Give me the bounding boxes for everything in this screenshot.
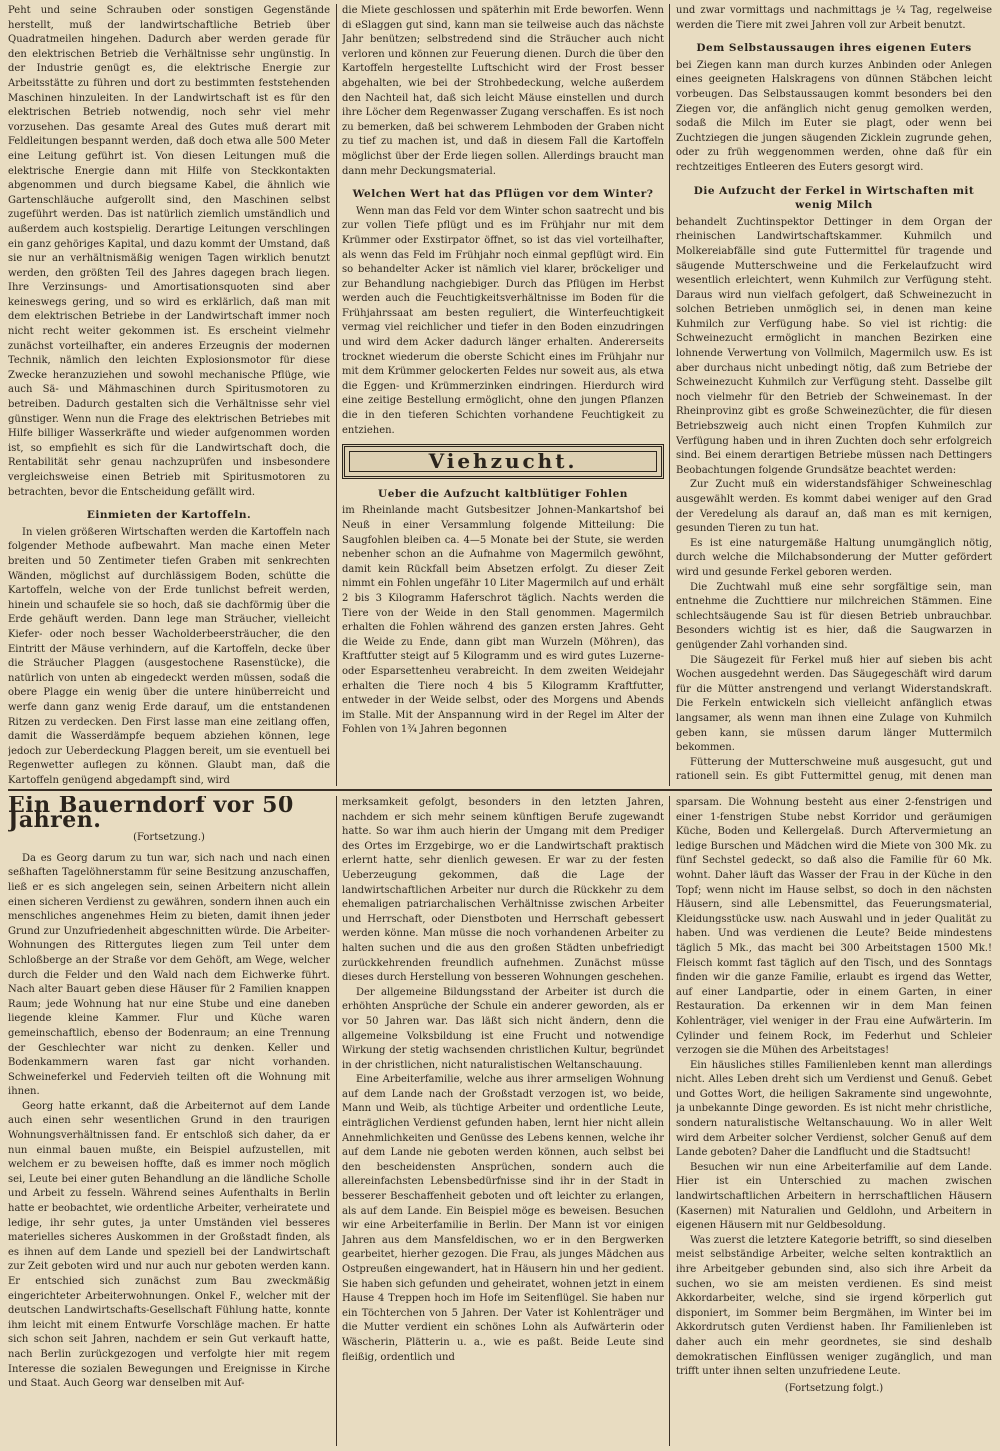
article-paragraph: Die Säugezeit für Ferkel muß hier auf sieben bis acht Wochen ausgedehnt werden. Das Säugegeschäft wird darum für die Mütter anstrengend und verlangt Widerstandskraft. Die Ferkeln entwickeln sich vielleicht anfänglich etwas langsamer, als wenn man ihnen eine Zulage von Kuhmilch geben kann, sie müssen darum länger Muttermilch bekommen. — [676, 654, 992, 754]
story-paragraph: Besuchen wir nun eine Arbeiterfamilie auf dem Lande. Hier ist ein Unterschied zu machen zwischen landwirtschaftlichen Arbeitern in herrschaftlichen Häusern (Kasernen) mit Naturalien und Geldlohn, und Arbeitern in eigenen Häusern mit nur Geldbesoldung. — [676, 1161, 992, 1232]
article-heading: Die Aufzucht der Ferkel in Wirtschaften mit wenig Milch — [693, 184, 975, 212]
article-paragraph: behandelt Zuchtinspektor Dettinger in dem Organ der rheinischen Landwirtschaftskammer. Kuhmilch und Molkereiabfälle sind gute Futtermittel für tragende und säugende Mutterschweine und die Ferkelaufzucht wird wesentlich erleichtert, wenn Kuhmilch zur Verfügung steht. Daraus wird nun vielfach gefolgert, daß Schweinezucht in solchen Betrieben unmöglich sei, in denen man keine Kuhmilch zur Verfügung habe. So viel ist richtig: die Schweinezucht ermöglicht in manchen Bezirken eine lohnende Verwertung von Vollmilch, Magermilch usw. Es ist aber durchaus nicht unbedingt nötig, daß zum Betriebe der Schweinezucht Kuhmilch zur Verfügung steht. Dasselbe gilt noch vielmehr für den Betrieb der Schweinemast. In der Rheinprovinz gibt es große Schweinezüchter, die für diesen Betriebszweig auch nicht einen Tropfen Kuhmilch zur Verfügung haben und in ihren Zuchten doch sehr erfolgreich sind. Bei einem derartigen Betriebe müssen nach Dettingers Beobachtungen folgende Grundsätze beachtet werden: — [676, 216, 992, 476]
column-divider — [336, 4, 337, 786]
top-column-2 — [342, 4, 664, 786]
story-column-1 — [8, 796, 330, 1446]
article-heading: Ueber die Aufzucht kaltblütiger Fohlen — [378, 487, 628, 500]
story-paragraph: sparsam. Die Wohnung besteht aus einer 2-fenstrigen und einer 1-fenstrigen Stube nebst Korridor und geräumigen Küche, Boden und Kellergelaß. Durch Aftervermietung an ledige Burschen und Mädchen wird die Miete von 300 Mk. zu fünf Sechstel gedeckt, so daß also die Familie für 60 Mk. wohnt. Daher läuft das Wasser der Frau in der Küche in den Topf; wenn nicht im Hause selbst, so doch in den nächsten Häusern, sind alle Lebensmittel, das Feuerungsmaterial, Kleidungsstücke usw. nach Auswahl und in jeder Qualität zu haben. Und was verdienen die Leute? Beide mindestens täglich 5 Mk., das macht bei 300 Arbeitstagen 1500 Mk.! Fleisch kommt fast täglich auf den Tisch, und des Sonntags finden wir die ganze Familie, erlaubt es irgend das Wetter, auf einer Landpartie, oder in einem Garten, in einer Restauration. Da erkennen wir in dem Man feinen Kohlenträger, viel weniger in der Frau eine Aufwärterin. Im Cylinder und feinem Rock, im Federhut und Schleier verzogen sie die Mühen des Arbeitstages! — [676, 797, 992, 1057]
story-column-2 — [342, 796, 664, 1446]
story-subtitle: (Fortsetzung.) — [133, 832, 205, 844]
section-divider — [8, 789, 992, 791]
top-column-3 — [676, 4, 992, 786]
story-paragraph: Was zuerst die letztere Kategorie betrifft, so sind dieselben meist selbständige Arbeiter, welche selten kontraktlich an ihre Arbeitgeber gebunden sind, also sich ihre Arbeit da suchen, wo sie am meisten verdienen. Es sind meist Akkordarbeiter, welche, sind sie irgend körperlich gut disponiert, im Sommer beim Bergmähen, im Winter bei im Akkordrutsch guten Verdienst haben. Ihr Familienleben ist daher auch ein mehr geordnetes, sie sind deshalb demokratischen Einflüssen weniger zugänglich, und man trifft unter ihnen selten unzufriedene Leute. — [676, 1234, 992, 1378]
article-heading: Dem Selbstaussaugen ihres eigenen Euters — [696, 42, 972, 55]
column-divider — [336, 796, 337, 1446]
article-paragraph: und zwar vormittags und nachmittags je ¼ Tag, regelweise werden die Tiere mit zwei Jahren voll zur Arbeit benutzt. — [676, 5, 992, 31]
article-paragraph: Fütterung der Mutterschweine muß ausgesucht, gut und rationell sein. Es gibt Futtermittel genug, mit denen man — [676, 756, 992, 783]
article-paragraph: Die Zuchtwahl muß eine sehr sorgfältige sein, man entnehme die Zuchttiere nur milchreichen Stämmen. Eine schlechtsäugende Sau ist für diesen Betrieb unbrauchbar. Besonders wichtig ist es hier, daß die Saugwarzen in genügender Zahl vorhanden sind. — [676, 581, 992, 651]
story-paragraph: Eine Arbeiterfamilie, welche aus ihrer armseligen Wohnung auf dem Lande nach der Großstadt verzogen ist, wo beide, Mann und Weib, als tüchtige Arbeiter und ordentliche Leute, einträglichen Verdienst gefunden haben, lernt hier nicht allein Annehmlichkeiten und Genüsse des Lebens kennen, welche ihr auf dem Lande nie geboten werden können, auch selbst bei den bescheidensten Ansprüchen, sondern auch die allereinfachsten Lebensbedürfnisse sind ihr in der Stadt in besserer Beschaffenheit geboten und oft leichter zu erlangen, als auf dem Lande. Ein Beispiel möge es beweisen. Besuchen wir eine Arbeiterfamilie in Berlin. Der Mann ist vor einigen Jahren aus dem Mansfeldischen, wo er in den Bergwerken gearbeitet, hierher gezogen. Die Frau, als junges Mädchen aus Ostpreußen eingewandert, hat in Häusern hin und her gedient. Sie haben sich gefunden und geheiratet, wohnen jetzt in einem Hause 4 Treppen hoch im Hofe im Seitenflügel. Sie haben nur ein Töchterchen von 5 Jahren. Der Vater ist Kohlenträger und die Mutter verdient ein schönes Lohn als Aufwärterin oder Wäscherin, Plätterin u. a., wie es paßt. Beide Leute sind fleißig, ordentlich und — [342, 1074, 664, 1363]
section-banner-viehzucht — [342, 444, 664, 479]
article-heading: Welchen Wert hat das Pflügen vor dem Winter? — [352, 188, 654, 201]
article-paragraph: im Rheinlande macht Gutsbesitzer Johnen-Mankartshof bei Neuß in einer Versammlung folgende Mitteilung: Die Saugfohlen bleiben ca. 4—5 Monate bei der Stute, sie werden nebenher schon an die Aufnahme von Magermilch gewöhnt, damit kein Rückfall beim Absetzen erfolgt. Zu dieser Zeit nimmt ein Fohlen ungefähr 10 Liter Magermilch auf und erhält 2 bis 3 Kilogramm Haferschrot täglich. Nachts werden die Tiere von der Weide in den Stall genommen. Magermilch erhalten die Fohlen während des ganzen ersten Jahres. Geht die Weide zu Ende, dann gibt man Wurzeln (Möhren), das Kraftfutter steigt auf 5 Kilogramm und es wird gutes Luzerne- oder Esparsettenheu verabreicht. In dem zweiten Weidejahr erhalten die Tiere noch 4 bis 5 Kilogramm Kraftfutter, entweder in der Weide selbst, oder des Morgens und Abends im Stalle. Mit der Anspannung wird in der Regel im Alter der Fohlen von 1¾ Jahren begonnen — [342, 505, 664, 736]
article-paragraph: die Miete geschlossen und späterhin mit Erde beworfen. Wenn di eSlaggen gut sind, kann man sie teilweise auch das nächste Jahr benützen; selbstredend sind die Sträucher auch nicht verloren und können zur Feuerung dienen. Durch die über den Kartoffeln hergestellte Luftschicht wird der Frost besser abgehalten, wie bei der Strohbedeckung, welche außerdem den Nachteil hat, daß sich leicht Mäuse einstellen und durch ihre Löcher dem Regenwasser Zugang verschaffen. Es ist noch zu bemerken, daß bei schwerem Lehmboden der Graben nicht zu tief zu machen ist, und daß in diesem Fall die Kartoffeln möglichst über der Erde liegen sollen. Allerdings braucht man dann mehr Deckungsmaterial. — [342, 5, 664, 177]
continuation-note: (Fortsetzung folgt.) — [784, 1382, 884, 1394]
column-divider — [669, 796, 670, 1446]
story-paragraph: Ein häusliches stilles Familienleben kennt man allerdings nicht. Alles Leben dreht sich um Verdienst und Genuß. Gebet und Gottes Wort, die heiligen Sakramente sind ungewohnte, ja unbekannte Dinge geworden. Es ist nicht mehr christliche, sondern naturalistische Weltanschauung. Wo in aller Welt wird dem Arbeiter solcher Verdienst, solcher Genuß auf dem Lande geboten? Daher die Landflucht und die Stadtsucht! — [676, 1059, 992, 1159]
story-paragraph: merksamkeit gefolgt, besonders in den letzten Jahren, nachdem er sich mehr seinem künftigen Berufe zugewandt hatte. So war ihm auch hierin der Umgang mit dem Prediger des Ortes im Erzgebirge, wo er die Landwirtschaft praktisch erlernt hatte, sehr dienlich gewesen. Er war zu der festen Ueberzeugung gekommen, daß die Lage der landwirtschaftlichen Arbeiter nur durch die Rückkehr zu dem ehemaligen patriarchalischen Verhältnisse zwischen Arbeiter und Herrschaft, oder Dienstboten und Herrschaft gebessert werden könne. Man müsse die noch vorhandenen Arbeiter zu halten suchen und die aus den großen Städten unbefriedigt zurückkehrenden freundlich aufnehmen. Zunächst müsse dieses durch Herstellung von besseren Wohnungen geschehen. — [342, 797, 664, 984]
article-heading: Einmieten der Kartoffeln. — [86, 509, 252, 522]
article-paragraph: Wenn man das Feld vor dem Winter schon saatrecht und bis zur vollen Tiefe pflügt und es im Frühjahr nur mit dem Krümmer oder Exstirpator öffnet, so ist das viel vorteilhafter, als wenn das Feld im Frühjahr noch einmal gepflügt wird. Ein so behandelter Acker ist nämlich viel klarer, bröckeliger und zur Behandlung nachgiebiger. Durch das Pflügen im Herbst werden auch die Feuchtigkeitsverhältnisse im Boden für die Frühjahrssaat am besten reguliert, die Winterfeuchtigkeit vermag viel reichlicher und tiefer in den Boden einzudringen und wird dem Acker dadurch länger erhalten. Andererseits trocknet wiederum die oberste Schicht eines im Frühjahr nur mit dem Krümmer gelockerten Feldes nur soweit aus, als etwa die Eggen- und Krümmerzinken eindringen. Hierdurch wird eine zeitige Bestellung ermöglicht, ohne den jungen Pflanzen die in den tieferen Schichten vorhandene Feuchtigkeit zu entziehen. — [342, 205, 664, 436]
article-paragraph: Zur Zucht muß ein widerstandsfähiger Schweineschlag ausgewählt werden. Es kommt dabei weniger auf den Grad der Veredelung als darauf an, daß man es mit kernigen, gesunden Tieren zu tun hat. — [676, 479, 992, 535]
article-paragraph: In vielen größeren Wirtschaften werden die Kartoffeln nach folgender Methode aufbewahrt. Man mache einen Meter breiten und 50 Zentimeter tiefen Graben mit senkrechten Wänden, möglichst auf durchlässigem Boden, schütte die Kartoffeln, welche von der Erde tunlichst befreit werden, hinein und schaufele sie so hoch, daß sie dachförmig über die Erde gehäuft werden. Dann lege man Sträucher, vielleicht Kiefer- oder noch besser Wacholderbeersträucher, die den Eintritt der Mäuse verhindern, auf die Kartoffeln, decke über die Sträucher Plaggen (ausgestochene Rasenstücke), die natürlich von unten ab eingedeckt werden müssen, sodaß die obere Plagge ein wenig über die untere hinüberreicht und werfe dann ganz wenig Erde darauf, um die entstandenen Ritzen zu verdecken. Den First lasse man eine zeitlang offen, damit die Wasserdämpfe bequem abziehen können, lege jedoch zur Ueberdeckung Plaggen bereit, um sie eventuell bei Regenwetter auflegen zu können. Glaubt man, daß die Kartoffeln genügend abgedampft sind, wird — [8, 526, 330, 786]
top-column-1 — [8, 4, 330, 786]
story-title: Ein Bauerndorf vor 50 Jahren. — [8, 796, 294, 833]
article-paragraph: Peht und seine Schrauben oder sonstigen Gegenstände herstellt, muß der landwirtschaftliche Betrieb über Quadratmeilen hingehen. Dadurch aber werden gerade für den elektrischen Betrieb die Verhältnisse sehr ungünstig. In der Industrie genügt es, die elektrische Energie zur Arbeitsstätte zu führen und dort zu bestimmten feststehenden Maschinen hinzuleiten. In der Landwirtschaft ist es für den elektrischen Betrieb notwendig, noch sehr viel mehr vorzusehen. Das gesamte Areal des Gutes muß derart mit Feldleitungen bespannt werden, daß doch etwa alle 500 Meter eine Leitung geführt ist. Von diesen Leitungen muß die elektrische Energie dann mit Hilfe von Steckkontakten abgenommen und durch biegsame Kabel, die ähnlich wie Gartenschläuche aufgerollt sind, den Maschinen selbst zugeführt werden. Das ist natürlich ziemlich umständlich und außerdem auch kostspielig. Derartige Leitungen verschlingen ein ganz gehöriges Kapital, und dazu kommt der Umstand, daß sie nur an verhältnismäßig wenigen Tagen wirklich benutzt werden, den größten Teil des Jahres dagegen brach liegen. Ihre Verzinsungs- und Amortisationsquoten sind aber keineswegs gering, und so wird es erklärlich, daß man mit dem elektrischen Betriebe in der Landwirtschaft immer noch nicht recht weiter gekommen ist. Es erscheint vielmehr zunächst vorteilhafter, ein anderes Erzeugnis der modernen Technik, nämlich den leichten Explosionsmotor für diese Zwecke heranzuziehen und sowohl mechanische Pflüge, wie auch Sä- und Mähmaschinen durch Spiritusmotoren zu betreiben. Dadurch gestalten sich die Verhältnisse sehr viel günstiger. Wenn nun die Frage des elektrischen Betriebes mit Hilfe billiger Wasserkräfte und wieder aufgenommen worden ist, so empfiehlt es sich für die Landwirtschaft doch, die Rentabilität sehr genau nachzuprüfen und insbesondere vergleichsweise einen Betrieb mit Spiritusmotoren zu betrachten, bevor die Entscheidung gefällt wird. — [8, 5, 330, 498]
story-paragraph: Georg hatte erkannt, daß die Arbeiternot auf dem Lande auch einen sehr wesentlichen Grund in den traurigen Wohnungsverhältnissen fand. Er entschloß sich daher, da er nun einmal bauen mußte, ein Beispiel aufzustellen, mit welchem er zu beweisen hoffte, daß es immer noch möglich sei, Leute bei einer guten Behandlung an die ländliche Scholle und Arbeit zu fesseln. Während seines Aufenthalts in Berlin hatte er beobachtet, wie ordentliche Arbeiter, verheiratete und ledige, ihr sehr gutes, ja unter Umständen viel besseres materielles sicheres Auskommen in der Großstadt finden, als es ihnen auf dem Lande und speziell bei der Landwirtschaft zur Zeit geboten wird und nur auch nur geboten werden kann. Er entschied sich zunächst zum Bau zweckmäßig eingerichteter Arbeiterwohnungen. Onkel F., welcher mit der deutschen Landwirtschafts-Gesellschaft Fühlung hatte, konnte ihm leicht mit einem Entwurfe Vorschläge machen. Er hatte sich schon seit Jahren, nachdem er sein Gut verkauft hatte, nach Berlin zurückgezogen und verfolgte hier mit regem Interesse die sozialen Bewegungen und Ereignisse in Kirche und Staat. Auch Georg war denselben mit Auf- — [8, 1100, 330, 1390]
column-divider — [669, 4, 670, 786]
story-paragraph: Da es Georg darum zu tun war, sich nach und nach einen seßhaften Tagelöhnerstamm für seine Besitzung anzuschaffen, ließ er es sich angelegen sein, seinen Arbeitern nicht allein einen sicheren Verdienst zu gewähren, sondern ihnen auch ein menschliches angenehmes Heim zu bieten, damit ihnen jeder Grund zur Unzufriedenheit abgeschnitten würde. Die Arbeiter-Wohnungen des Rittergutes liegen zum Teil unter dem Schloßberge an der Straße vor dem Gehöft, am Wege, welcher durch die Felder und den Wald nach dem Eichwerke führt. Nach alter Bauart geben diese Häuser für 2 Familien knappen Raum; jede Wohnung hat nur eine Stube und eine daneben liegende kleine Kammer. Flur und Küche waren gemeinschaftlich, ebenso der Bodenraum; an eine Trennung der Geschlechter war nicht zu denken. Keller und Bodenkammern waren fast gar nicht vorhanden. Schweineferkel und Federvieh teilten oft die Wohnung mit ihnen. — [8, 852, 330, 1098]
story-paragraph: Der allgemeine Bildungsstand der Arbeiter ist durch die erhöhten Ansprüche der Schule ein anderer geworden, als er vor 50 Jahren war. Das läßt sich nicht ändern, denn die allgemeine Volksbildung ist eine Frucht und notwendige Wirkung der stetig wachsenden christlichen Kultur, begründet in der christlichen, nicht naturalistischen Weltanschauung. — [342, 986, 664, 1071]
story-column-3 — [676, 796, 992, 1446]
article-paragraph: Es ist eine naturgemäße Haltung unumgänglich nötig, durch welche die Milchabsonderung der Mutter gefördert wird und gesunde Ferkel geboren werden. — [676, 537, 992, 578]
article-paragraph: bei Ziegen kann man durch kurzes Anbinden oder Anlegen eines geeigneten Halskragens von dünnen Stäbchen leicht vorbeugen. Das Selbstaussaugen kommt besonders bei den Ziegen vor, die anfänglich nicht genug gemolken werden, sodaß die Milch im Euter sie plagt, oder wenn bei Zuchtziegen die jungen säugenden Zicklein zugrunde gehen, oder zu früh weggenommen werden, ohne daß für ein rechtzeitiges Entleeren des Euters gesorgt wird. — [676, 59, 992, 173]
section-title: Viehzucht. — [349, 451, 657, 472]
